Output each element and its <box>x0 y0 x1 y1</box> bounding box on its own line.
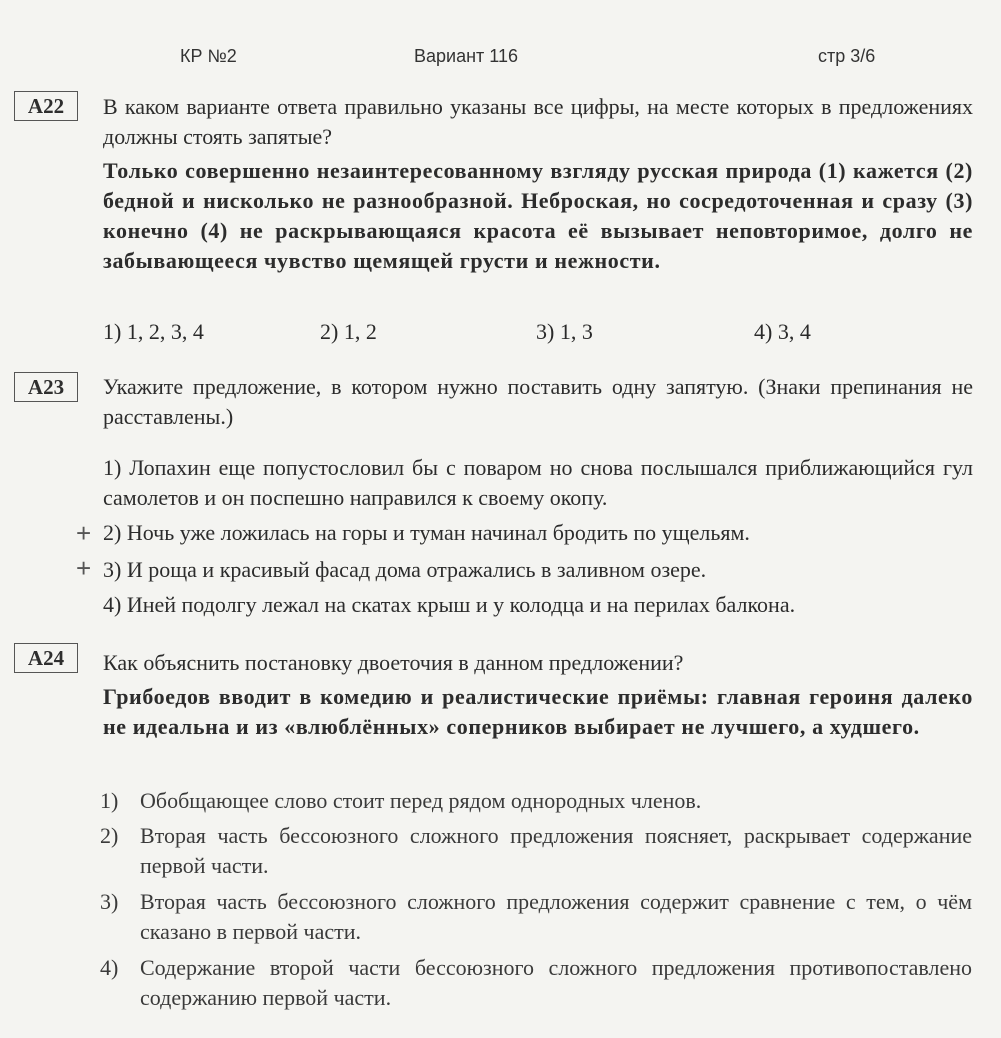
test-title: КР №2 <box>180 46 237 66</box>
a24-option-3[interactable] <box>100 887 972 947</box>
question-a23-prompt: Укажите предложение, в котором нужно поставить одну запятую. (Знаки препинания не расставлены.) <box>103 374 973 429</box>
option-text: Содержание второй части бессоюзного сложного предложения противопоставлено содержанию первой части. <box>140 955 972 1010</box>
option-number: 1) <box>100 788 119 813</box>
option-number: 4) <box>100 955 119 980</box>
question-label-a22: А22 <box>14 91 78 121</box>
a23-option-1[interactable]: 1) Лопахин еще попустословил бы с поваром но снова послышался приближающийся гул самолетов и он поспешно направился к своему окопу. <box>103 455 973 510</box>
a22-option-1[interactable]: 1) 1, 2, 3, 4 <box>103 319 204 344</box>
a24-option-2[interactable] <box>100 821 972 881</box>
question-label-a24: А24 <box>14 643 78 673</box>
question-a22 <box>103 92 973 276</box>
a24-option-1[interactable] <box>100 786 972 816</box>
option-text: Обобщающее слово стоит перед рядом однородных членов. <box>140 788 702 813</box>
question-a22-prompt: В каком варианте ответа правильно указаны все цифры, на месте которых в предложениях должны стоять запятые? <box>103 94 973 149</box>
question-a24 <box>103 648 973 742</box>
handwritten-plus-mark: + <box>76 518 92 548</box>
a22-option-4[interactable]: 4) 3, 4 <box>754 319 811 344</box>
variant-label: Вариант 116 <box>414 46 518 66</box>
a24-option-4[interactable] <box>100 953 972 1013</box>
question-label-a23: А23 <box>14 372 78 402</box>
a23-option-3[interactable]: 3) И роща и красивый фасад дома отражались в заливном озере. <box>103 557 707 582</box>
handwritten-plus-mark: + <box>76 553 92 583</box>
option-text: Вторая часть бессоюзного сложного предложения содержит сравнение с тем, о чём сказано в первой части. <box>140 889 972 944</box>
question-a24-text: Грибоедов вводит в комедию и реалистические приёмы: главная героиня далеко не идеальна и из «влюблённых» соперников выбирает не лучшего, а худшего. <box>103 684 973 739</box>
option-number: 2) <box>100 823 119 848</box>
a23-option-2[interactable]: 2) Ночь уже ложилась на горы и туман начинал бродить по ущельям. <box>103 520 750 545</box>
question-a24-prompt: Как объяснить постановку двоеточия в данном предложении? <box>103 650 684 675</box>
a22-option-2[interactable]: 2) 1, 2 <box>320 319 377 344</box>
page-number: стр 3/6 <box>818 46 876 66</box>
a22-option-3[interactable]: 3) 1, 3 <box>536 319 593 344</box>
option-number: 3) <box>100 889 119 914</box>
a23-option-4[interactable]: 4) Иней подолгу лежал на скатах крыш и у колодца и на перилах балкона. <box>103 592 796 617</box>
option-text: Вторая часть бессоюзного сложного предложения поясняет, раскрывает содержание первой части. <box>140 823 972 878</box>
question-a22-text: Только совершенно незаинтересованному взгляду русская природа (1) кажется (2) бедной и нисколько не разнообразной. Неброская, но сосредоточенная и сразу (3) конечно (4) не раскрывающаяся красота её вызывает неповторимое, долго не забывающееся чувство щемящей грусти и нежности. <box>103 158 973 273</box>
